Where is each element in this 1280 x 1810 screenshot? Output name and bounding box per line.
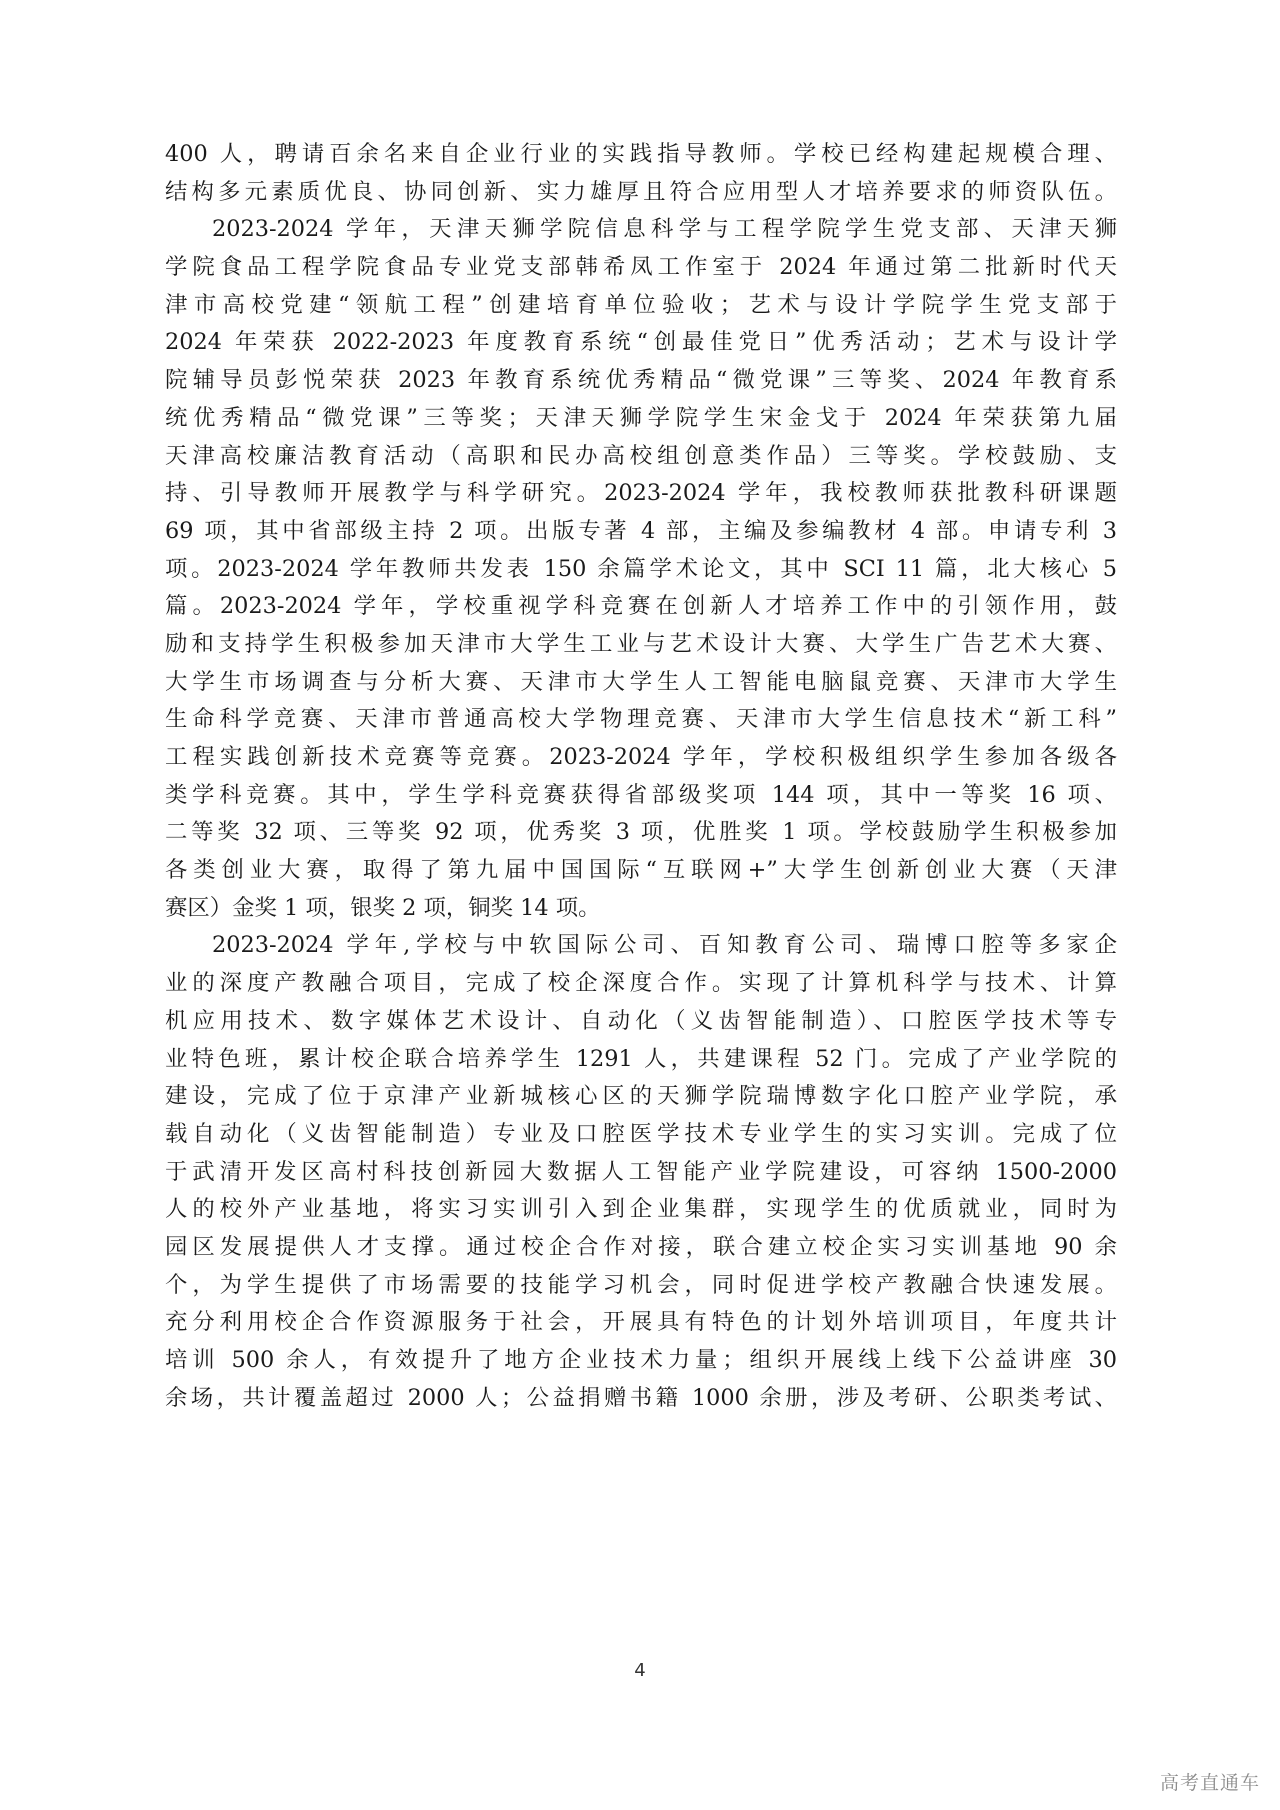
text-line: 于武清开发区高村科技创新园大数据人工智能产业学院建设，可容纳 1500-2000 [165, 1158, 1117, 1185]
watermark: 高考直通车 [1159, 1772, 1260, 1794]
text-line: 学院食品工程学院食品专业党支部韩希凤工作室于 2024 年通过第二批新时代天 [165, 254, 1117, 281]
text-line: 2023-2024 学年，天津天狮学院信息科学与工程学院学生党支部、天津天狮 [212, 216, 1117, 243]
paragraph-1 [165, 136, 1117, 211]
text-line: 人的校外产业基地，将实习实训引入到企业集群，实现学生的优质就业，同时为 [165, 1196, 1117, 1223]
text-line: 69 项，其中省部级主持 2 项。出版专著 4 部，主编及参编教材 4 部。申请专利 3 [165, 517, 1117, 544]
document-body [165, 136, 1117, 1417]
text-line: 持、引导教师开展教学与科学研究。2023-2024 学年，我校教师获批教科研课题 [165, 480, 1117, 507]
text-line: 二等奖 32 项、三等奖 92 项，优秀奖 3 项，优胜奖 1 项。学校鼓励学生积极参加 [165, 819, 1117, 846]
text-line: 励和支持学生积极参加天津市大学生工业与艺术设计大赛、大学生广告艺术大赛、 [165, 630, 1117, 657]
text-line: 2023-2024 学年,学校与中软国际公司、百知教育公司、瑞博口腔等多家企 [212, 932, 1117, 959]
text-line: 工程实践创新技术竞赛等竞赛。2023-2024 学年，学校积极组织学生参加各级各 [165, 744, 1117, 770]
text-line: 建设，完成了位于京津产业新城核心区的天狮学院瑞博数字化口腔产业学院，承 [165, 1083, 1117, 1110]
text-line: 个，为学生提供了市场需要的技能学习机会，同时促进学校产教融合快速发展。 [165, 1271, 1117, 1298]
text-line: 各类创业大赛，取得了第九届中国国际“互联网+”大学生创新创业大赛（天津 [165, 857, 1117, 884]
text-line: 津市高校党建“领航工程”创建培育单位验收；艺术与设计学院学生党支部于 [165, 291, 1117, 318]
text-line: 篇。2023-2024 学年，学校重视学科竞赛在创新人才培养工作中的引领作用，鼓 [165, 593, 1117, 620]
text-line: 400 人，聘请百余名来自企业行业的实践指导教师。学校已经构建起规模合理、 [165, 141, 1117, 167]
text-line: 机应用技术、数字媒体艺术设计、自动化（义齿智能制造）、口腔医学技术等专 [165, 1007, 1117, 1034]
paragraph-2 [165, 211, 1117, 927]
text-line: 生命科学竞赛、天津市普通高校大学物理竞赛、天津市大学生信息技术“新工科” [165, 706, 1117, 733]
text-line: 项。2023-2024 学年教师共发表 150 余篇学术论文，其中 SCI 11 篇，北大核心 5 [165, 555, 1117, 582]
text-line: 赛区）金奖 1 项，银奖 2 项，铜奖 14 项。 [165, 894, 601, 921]
text-line: 统优秀精品“微党课”三等奖；天津天狮学院学生宋金戈于 2024 年荣获第九届 [165, 404, 1117, 431]
text-line: 载自动化（义齿智能制造）专业及口腔医学技术专业学生的实习实训。完成了位 [165, 1120, 1117, 1147]
paragraph-3 [165, 927, 1117, 1417]
text-line: 培训 500 余人，有效提升了地方企业技术力量；组织开展线上线下公益讲座 30 [165, 1347, 1117, 1373]
text-line: 天津高校廉洁教育活动（高职和民办高校组创意类作品）三等奖。学校鼓励、支 [165, 442, 1117, 469]
text-line: 院辅导员彭悦荣获 2023 年教育系统优秀精品“微党课”三等奖、2024 年教育系 [165, 367, 1117, 394]
text-line: 类学科竞赛。其中，学生学科竞赛获得省部级奖项 144 项，其中一等奖 16 项、 [165, 781, 1117, 808]
text-line: 业特色班，累计校企联合培养学生 1291 人，共建课程 52 门。完成了产业学院的 [165, 1045, 1117, 1072]
text-line: 业的深度产教融合项目，完成了校企深度合作。实现了计算机科学与技术、计算 [165, 970, 1117, 997]
text-line: 充分利用校企合作资源服务于社会，开展具有特色的计划外培训项目，年度共计 [165, 1309, 1117, 1336]
text-line: 大学生市场调查与分析大赛、天津市大学生人工智能电脑鼠竞赛、天津市大学生 [165, 668, 1117, 695]
text-line: 2024 年荣获 2022-2023 年度教育系统“创最佳党日”优秀活动；艺术与设计学 [165, 329, 1117, 356]
text-line: 园区发展提供人才支撑。通过校企合作对接，联合建立校企实习实训基地 90 余 [165, 1233, 1117, 1260]
text-line: 结构多元素质优良、协同创新、实力雄厚且符合应用型人才培养要求的师资队伍。 [165, 178, 1117, 205]
page-number: 4 [634, 1660, 646, 1681]
text-line: 余场，共计覆盖超过 2000 人；公益捐赠书籍 1000 余册，涉及考研、公职类考试、 [165, 1384, 1117, 1411]
